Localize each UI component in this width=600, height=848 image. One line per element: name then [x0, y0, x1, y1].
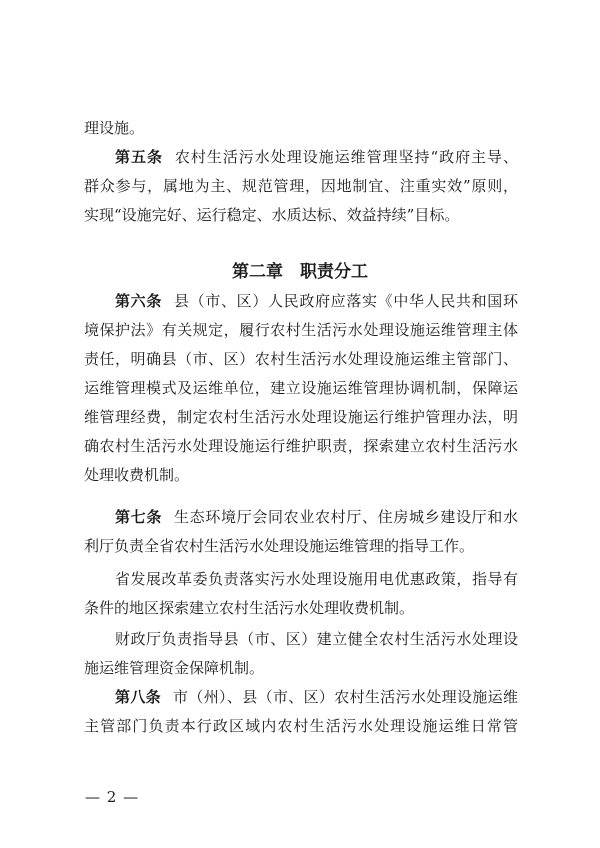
article-label: 第五条	[115, 148, 163, 166]
page-number: — 2 —	[85, 788, 140, 806]
chapter-heading: 第二章 职责分工	[232, 262, 368, 282]
text-line: 群众参与，属地为主、规范管理，因地制宜、注重实效”原则，	[84, 177, 518, 195]
text-line: 主管部门负责本行政区域内农村生活污水处理设施运维日常管	[84, 717, 518, 735]
text-line: 省发展改革委负责落实污水处理设施用电优惠政策，指导有	[115, 570, 518, 588]
text-line: 处理收费机制。	[84, 466, 190, 484]
text-line: 农村生活污水处理设施运维管理坚持“政府主导、	[174, 148, 518, 166]
text-line: 境保护法》有关规定，履行农村生活污水处理设施运维管理主体	[84, 321, 518, 339]
article-label: 第六条	[115, 292, 162, 310]
text-line: 市（州）、县（市、区）农村生活污水处理设施运维	[173, 688, 518, 706]
article-6-line-1	[115, 287, 518, 316]
text-line: 生态环境厅会同农业农村厅、住房城乡建设厅和水	[174, 508, 518, 526]
article-label: 第八条	[115, 688, 162, 706]
article-5-line-1	[115, 143, 518, 172]
text-line: 确农村生活污水处理设施运行维护职责，探索建立农村生活污水	[84, 437, 518, 455]
continued-text-line: 理设施。	[84, 119, 145, 137]
text-line: 条件的地区探索建立农村生活污水处理收费机制。	[84, 599, 415, 617]
text-line: 责任，明确县（市、区）农村生活污水处理设施运维主管部门、	[84, 350, 518, 368]
text-line: 县（市、区）人民政府应落实《中华人民共和国环	[174, 292, 518, 310]
text-line: 利厅负责全省农村生活污水处理设施运维管理的指导工作。	[84, 537, 475, 555]
article-label: 第七条	[115, 508, 162, 526]
article-8-line-1	[115, 683, 518, 712]
text-line: 实现“设施完好、运行稳定、水质达标、效益持续”目标。	[84, 206, 460, 224]
text-line: 财政厅负责指导县（市、区）建立健全农村生活污水处理设	[115, 630, 518, 648]
text-line: 维管理经费，制定农村生活污水处理设施运行维护管理办法，明	[84, 408, 518, 426]
text-line: 运维管理模式及运维单位，建立设施运维管理协调机制，保障运	[84, 379, 518, 397]
text-line: 施运维管理资金保障机制。	[84, 659, 265, 677]
article-7-line-1	[115, 503, 518, 532]
